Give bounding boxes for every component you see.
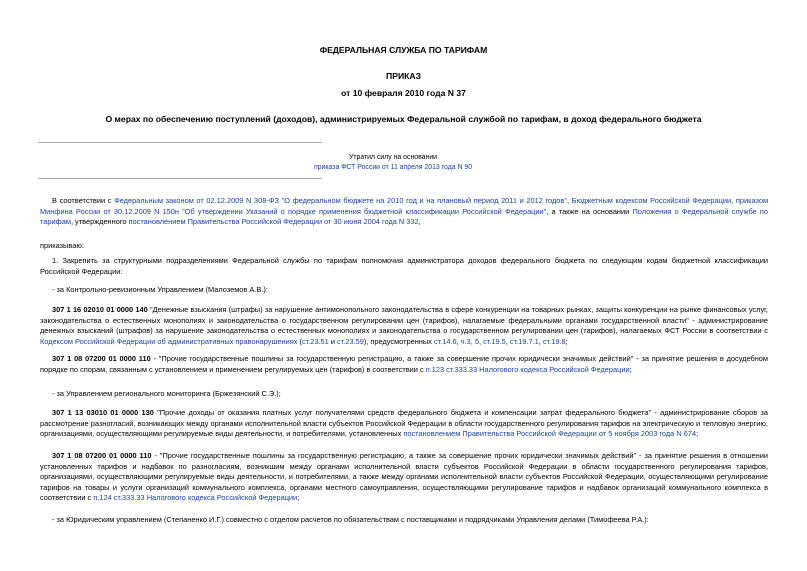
- article-link[interactable]: ст.19.7.1: [509, 336, 539, 346]
- minfin-order-link[interactable]: приказом Минфина России от 30.12.2009 N 150н "Об утверждении Указаний о порядке применения бюджетной классификации Российской Федерации": [40, 196, 769, 216]
- status-note: [308, 153, 478, 172]
- article-link[interactable]: ч.3, 5: [460, 336, 479, 346]
- article-link[interactable]: ст.19.8: [542, 336, 566, 346]
- fst-regulation-link[interactable]: Положения о Федеральной службе по тарифам: [40, 206, 769, 227]
- code-text: - "Прочие государственные пошлины за государственную регистрацию, а также за совершение прочих юридически значимых действий" - за принятие решения в досудебном порядке по спорам, связанным с установлением и применением регулируемых цен (тарифов) в соответствии с: [40, 354, 768, 374]
- tax-code-link[interactable]: п.124 ст.333.33 Налогового кодекса Российской Федерации: [93, 493, 298, 503]
- code-text: ;: [565, 336, 568, 346]
- code-text: ,: [456, 336, 461, 346]
- budget-code: 307 1 08 07200 01 0000 110: [52, 451, 152, 460]
- budget-code: 307 1 13 03010 01 0000 130: [52, 408, 154, 417]
- budget-code: 307 1 08 07200 01 0000 110: [52, 354, 151, 363]
- code-text: - "Прочие государственные пошлины за государственную регистрацию, а также за совершение прочих юридически значимых действий" - за принятие решения в отношении установленных тарифов и надбавок по разногласиям, возникшим между органами исполнительной власти субъектов Российской Федерации в области государственного регулирования тарифов, организациями, осуществляющими регулируемые виды деятельности, и потребителями, а также между органами исполнительной власти субъектов Российской Федерации, осуществляющими регулирование тарифов на товары и услуги организаций коммунального комплекса, органами местного самоуправления, осуществляющими регулирование тарифов и надбавок организаций коммунального комплекса в соответствии с: [40, 451, 768, 503]
- government-resolution-link[interactable]: постановлением Правительства Российской Федерации от 30 июня 2004 года N 332: [128, 217, 419, 227]
- preamble-text: В соответствии с: [52, 196, 115, 205]
- preamble-text: ,: [418, 217, 421, 227]
- code-text: ;: [629, 364, 632, 374]
- divider-bottom: [38, 178, 322, 179]
- code-3-paragraph: [40, 408, 768, 440]
- code-2-paragraph: [40, 354, 768, 375]
- article-link[interactable]: ст.19.5: [483, 336, 506, 346]
- order-word: приказываю:: [40, 241, 84, 250]
- preamble-paragraph: [40, 196, 768, 228]
- preamble-text: ,: [731, 196, 736, 205]
- code-text: ;: [297, 493, 300, 503]
- preamble-text: ,: [566, 196, 572, 205]
- koap-link[interactable]: Кодексом Российской Федерации об административных правонарушениях: [40, 336, 298, 346]
- document-title: О мерах по обеспечению поступлений (доходов), администрируемых Федеральной службой по тарифам, в доход федерального бюджета: [105, 114, 702, 124]
- code-text: ;: [696, 429, 699, 439]
- document-type-heading: ПРИКАЗ: [386, 71, 421, 81]
- code-text: ,: [478, 336, 484, 346]
- item-1-paragraph: 1. Закрепить за структурными подразделениями Федеральной службы по тарифам полномочия администратора доходов федерального бюджета по следующим кодам бюджетной классификации Российской Федерации:: [40, 256, 768, 276]
- code-text: ), предусмотренных: [363, 336, 434, 346]
- article-link[interactable]: ст.14.6: [433, 336, 457, 346]
- department-2: - за Управлением регионального мониторинга (Бржезянский С.Э.);: [52, 389, 281, 398]
- department-3: - за Юридическим управлением (Степаненко И.Г.) совместно с отделом расчетов по обязательствам с поставщиками и подрядчиками Управления делами (Тимофеева Р.А.):: [52, 515, 649, 524]
- preamble-text: , а также на основании: [546, 206, 633, 216]
- code-text: "Прочие доходы от оказания платных услуг получателями средств федерального бюджета и компенсации затрат федерального бюджета" - администрирование сборов за рассмотрение разногласий, возникающих между органами исполнительной власти субъектов Российской Федерации в области государственного регулирования тарифов на электрическую и тепловую энергию, организациями, осуществляющими регулируемые виды деятельности, и потребителями, установленных: [40, 408, 768, 439]
- status-note-text: Утратил силу на основании: [348, 154, 438, 161]
- code-text: и: [328, 336, 338, 346]
- divider-top: [38, 142, 322, 143]
- tax-code-link[interactable]: п.123 ст.333.33 Налогового кодекса Российской Федерации: [425, 364, 630, 374]
- document-date-number: от 10 февраля 2010 года N 37: [341, 88, 466, 98]
- government-resolution-674-link[interactable]: постановлением Правительства Российской Федерации от 5 ноября 2003 года N 674: [403, 429, 697, 439]
- preamble-text: , утвержденного: [70, 217, 129, 227]
- code-4-paragraph: [40, 451, 768, 504]
- code-1-paragraph: [40, 305, 768, 347]
- code-text: (: [297, 336, 302, 346]
- article-link[interactable]: ст.23.51: [301, 336, 329, 346]
- federal-law-link[interactable]: Федеральным законом от 02.12.2009 N 308-ФЗ "О федеральном бюджете на 2010 год и на плановый период 2011 и 2012 годов": [114, 196, 567, 205]
- budget-code-link[interactable]: Бюджетным кодексом Российской Федерации: [571, 196, 732, 205]
- agency-heading: ФЕДЕРАЛЬНАЯ СЛУЖБА ПО ТАРИФАМ: [319, 45, 488, 55]
- article-link[interactable]: ст.23.59: [337, 336, 364, 346]
- code-text: ,: [505, 336, 510, 346]
- department-1: - за Контрольно-ревизионным Управлением (Малоземов А.В.):: [52, 285, 268, 294]
- budget-code: 307 1 16 02010 01 0000 140: [52, 305, 148, 314]
- repeal-order-link[interactable]: приказа ФСТ России от 11 апреля 2013 года N 90: [313, 163, 473, 171]
- code-text: ,: [538, 336, 543, 346]
- code-text: "Денежные взыскания (штрафы) за нарушение антимонопольного законодательства в сфере конкуренции на товарных рынках, защиты конкуренции на рынке финансовых услуг, законодательства о естественных монополиях и законодательства о государственном регулировании цен (тарифов), налагаемые федеральными органами государственной власти" - администрирование денежных взысканий (штрафов) за нарушение законодательства о естественных монополиях и законодательства о государственном регулировании цен (тарифов), налагаемых ФСТ России в соответствии с: [40, 305, 768, 336]
